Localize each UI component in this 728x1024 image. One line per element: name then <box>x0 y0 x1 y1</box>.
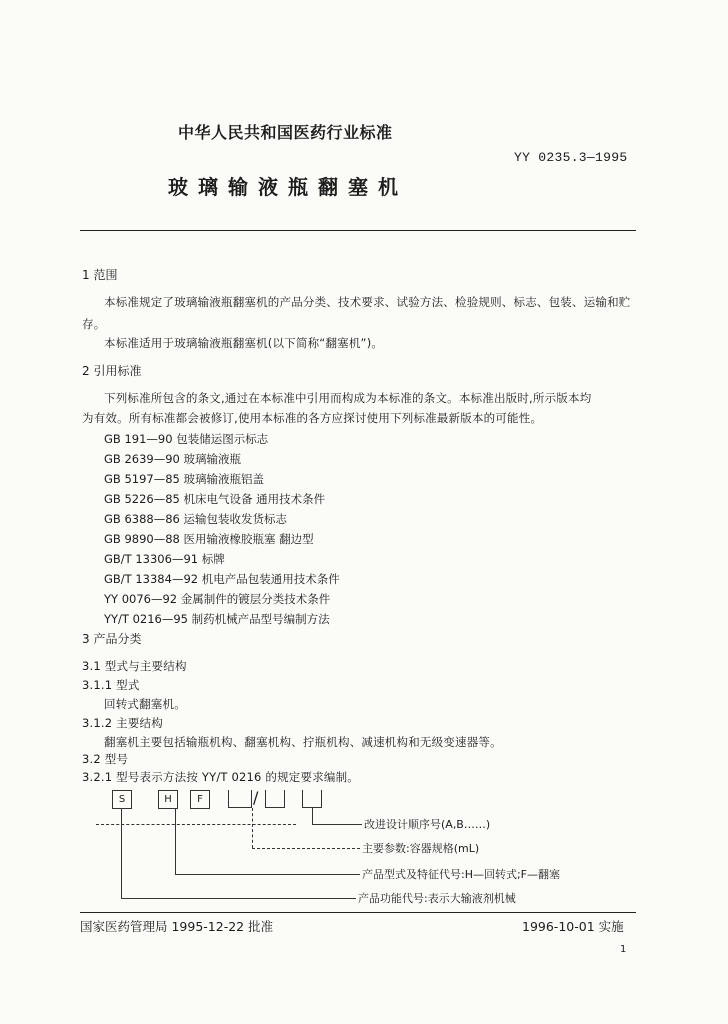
leader-vertical <box>175 808 176 874</box>
code-box-s: S <box>112 790 132 809</box>
label-function: 产品功能代号:表示大输液剂机械 <box>358 892 516 905</box>
page-number: 1 <box>620 944 627 955</box>
section-1-heading: 1 范围 <box>82 268 118 282</box>
section-1-para-2: 本标准适用于玻璃输液瓶翻塞机(以下简称“翻塞机”)。 <box>104 336 384 350</box>
footer-rule <box>80 912 636 913</box>
section-1-para-1: 本标准规定了玻璃输液瓶翻塞机的产品分类、技术要求、试验方法、检验规则、标志、包装、运输和贮 <box>104 295 631 309</box>
header-rule <box>80 230 636 231</box>
label-revision: 改进设计顺序号(A,B……) <box>364 818 491 831</box>
section-1-para-1-cont: 存。 <box>82 317 106 331</box>
subsection-3-2: 3.2 型号 <box>82 752 129 766</box>
subsection-3-1: 3.1 型式与主要结构 <box>82 659 187 673</box>
reference-item: GB 191—90 包装储运图示标志 <box>104 432 269 446</box>
reference-item: YY 0076—92 金属制件的镀层分类技术条件 <box>104 592 331 606</box>
label-type: 产品型式及特征代号:H—回转式;F—翻塞 <box>362 868 561 881</box>
reference-item: GB 9890—88 医用输液橡胶瓶塞 翻边型 <box>104 532 314 546</box>
standard-number: YY 0235.3—1995 <box>514 150 628 165</box>
leader-vertical <box>312 808 313 824</box>
reference-item: GB 6388—86 运输包装收发货标志 <box>104 512 288 526</box>
implementation-date: 1996-10-01 实施 <box>522 919 624 934</box>
leader-dashed <box>252 848 360 849</box>
label-parameter: 主要参数:容器规格(mL) <box>362 842 480 855</box>
reference-item: GB 5197—85 玻璃输液瓶铝盖 <box>104 472 265 486</box>
reference-item: GB/T 13384—92 机电产品包装通用技术条件 <box>104 572 340 586</box>
subsection-3-1-1-text: 回转式翻塞机。 <box>104 697 186 711</box>
code-box-param-2 <box>265 790 285 808</box>
document-title: 玻璃输液瓶翻塞机 <box>168 175 408 199</box>
leader-dashed-top <box>96 824 296 825</box>
code-box-param <box>228 790 252 808</box>
code-box-h: H <box>158 790 178 809</box>
subsection-3-1-1: 3.1.1 型式 <box>82 678 140 692</box>
section-2-para-1-cont: 为有效。所有标准都会被修订,使用本标准的各方应探讨使用下列标准最新版本的可能性。 <box>82 411 543 425</box>
code-box-revision <box>302 790 322 808</box>
reference-item: GB 5226—85 机床电气设备 通用技术条件 <box>104 492 326 506</box>
leader-horizontal <box>175 874 360 875</box>
code-box-f: F <box>190 790 210 809</box>
section-2-heading: 2 引用标准 <box>82 364 142 378</box>
reference-item: GB 2639—90 玻璃输液瓶 <box>104 452 242 466</box>
leader-vertical <box>121 808 122 898</box>
subsection-3-2-1: 3.2.1 型号表示方法按 YY/T 0216 的规定要求编制。 <box>82 770 359 784</box>
leader-horizontal <box>312 824 362 825</box>
reference-item: GB/T 13306—91 标牌 <box>104 552 225 566</box>
subsection-3-1-2-text: 翻塞机主要包括输瓶机构、翻塞机构、拧瓶机构、减速机构和无级变速器等。 <box>104 735 502 749</box>
leader-vertical <box>252 808 253 848</box>
approval-line: 国家医药管理局 1995-12-22 批准 <box>80 919 274 934</box>
issuing-authority: 中华人民共和国医药行业标准 <box>178 123 393 142</box>
leader-horizontal <box>121 898 356 899</box>
section-3-heading: 3 产品分类 <box>82 632 142 646</box>
subsection-3-1-2: 3.1.2 主要结构 <box>82 716 163 730</box>
section-2-para-1: 下列标准所包含的条文,通过在本标准中引用而构成为本标准的条文。本标准出版时,所示版本均 <box>104 391 592 405</box>
reference-item: YY/T 0216—95 制药机械产品型号编制方法 <box>104 612 330 626</box>
code-slash: / <box>253 788 259 807</box>
